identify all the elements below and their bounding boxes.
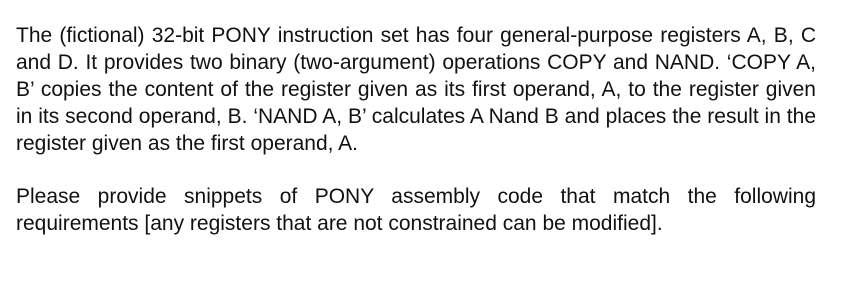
paragraph-instruction-set: The (fictional) 32-bit PONY instruction set has four general-purpose registers A, B, C and D. It provides two binary (two-argument) operations COPY and NAND. ‘COPY A, B’ copies the content of the register given as its first operand, A, to the register given in its second operand, B. ‘NAND A, B’ calculates A Nand B and places the result in the register given as the first operand, A. bbox=[16, 24, 816, 155]
document-body bbox=[16, 22, 816, 237]
paragraph-request: Please provide snippets of PONY assembly code that match the following requirements [any registers that are not constrained can be modified]. bbox=[16, 185, 816, 235]
